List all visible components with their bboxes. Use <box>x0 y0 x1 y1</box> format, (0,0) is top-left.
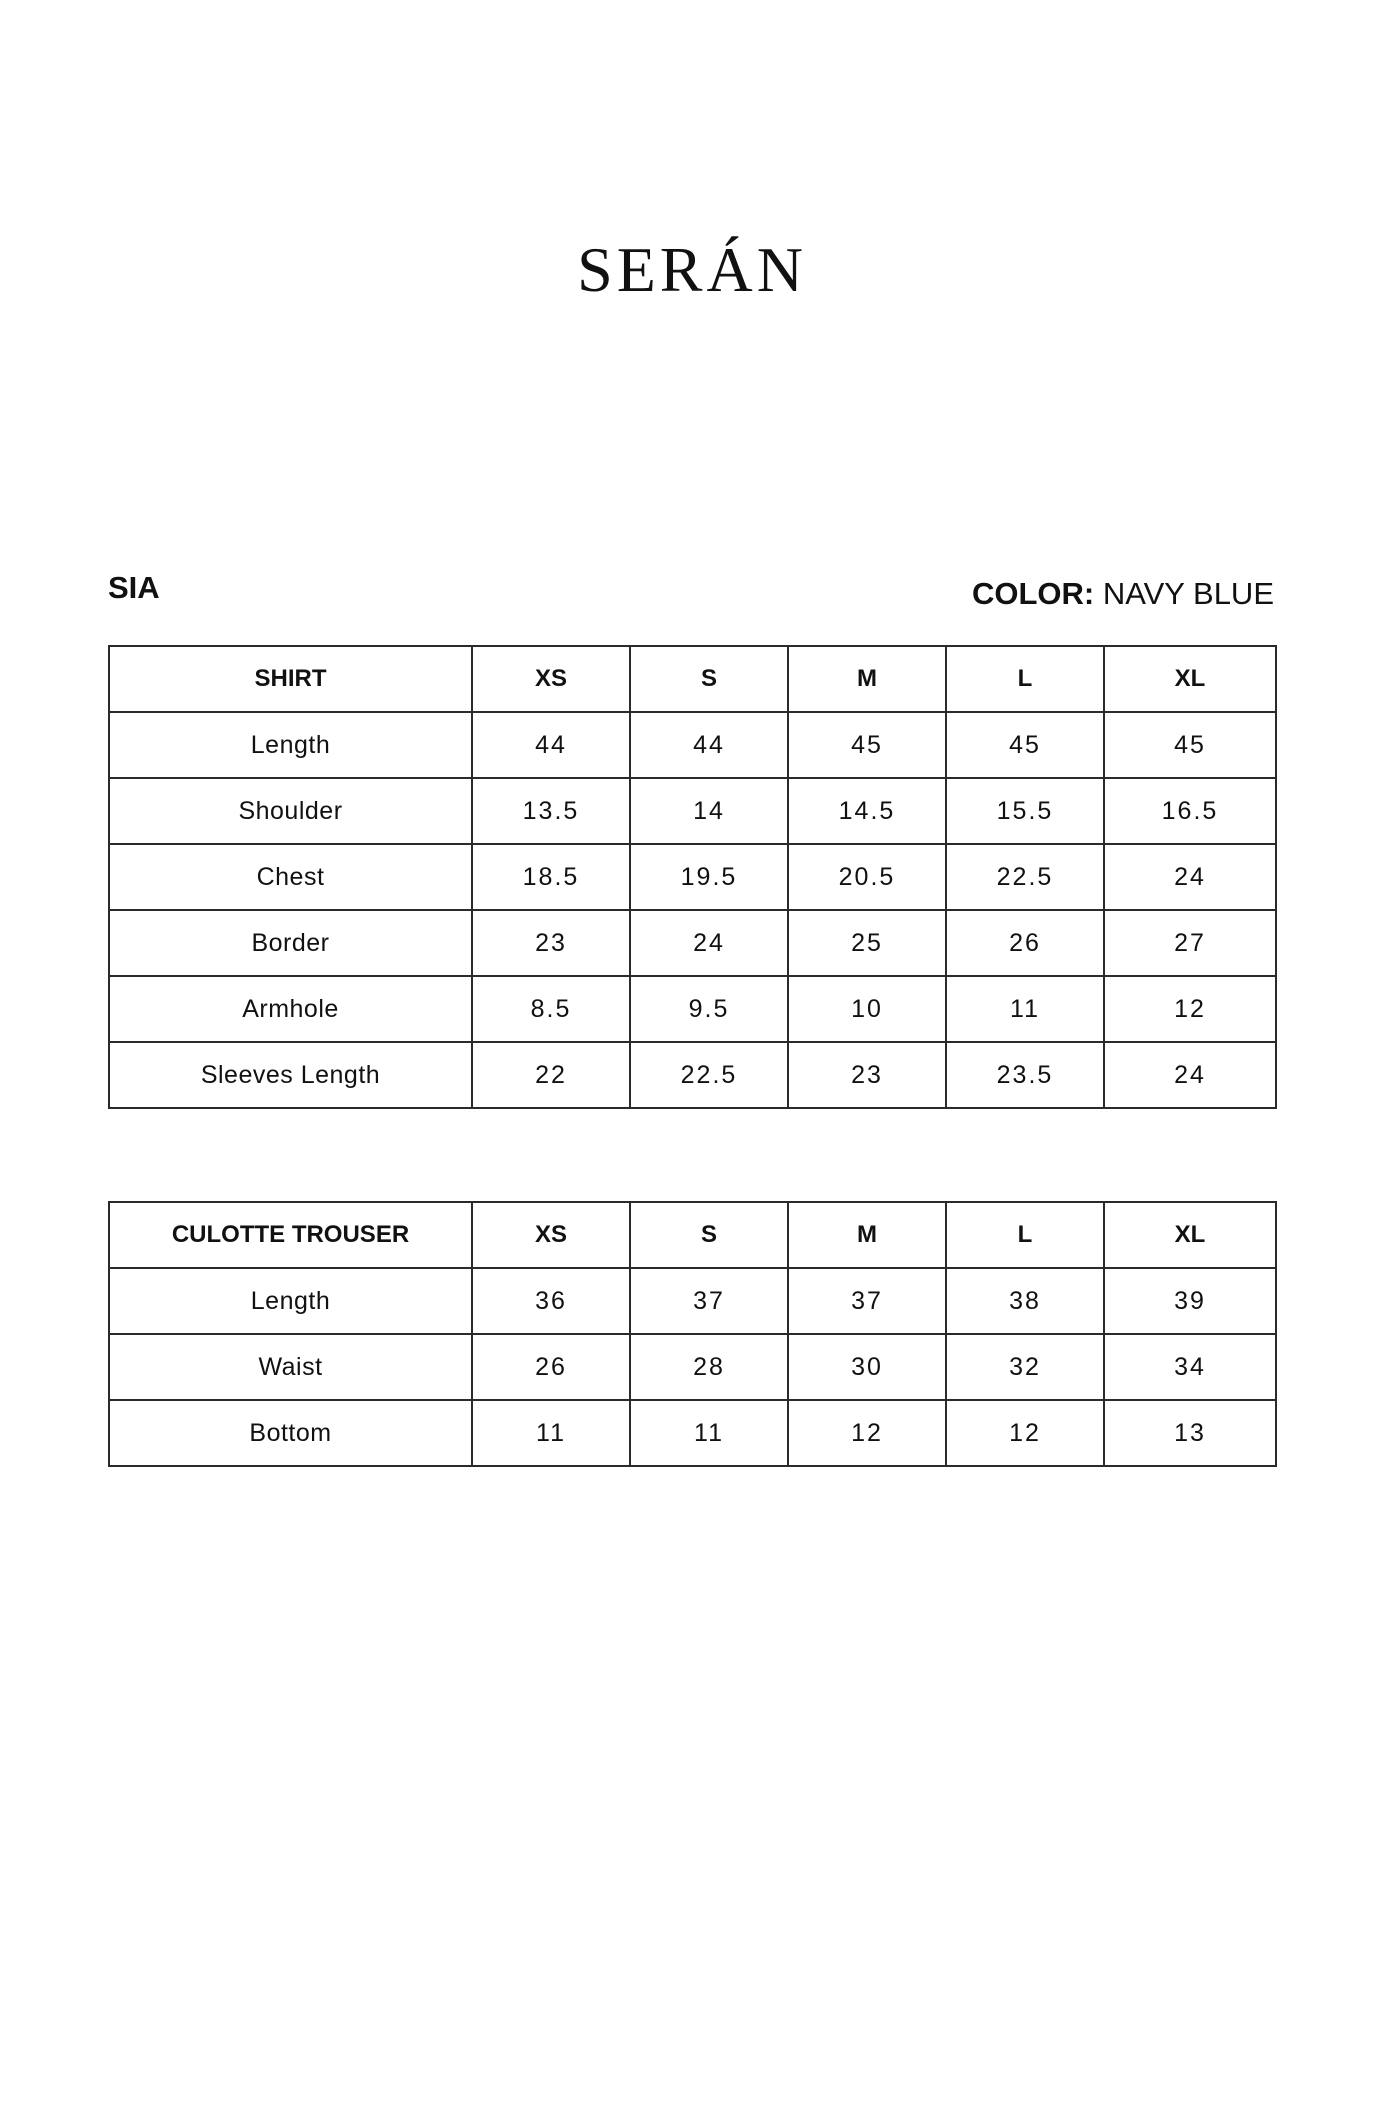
header-garment: CULOTTE TROUSER <box>109 1202 472 1268</box>
color-info <box>972 578 1274 609</box>
cell-value: 12 <box>946 1400 1104 1466</box>
cell-value: 24 <box>630 910 788 976</box>
cell-value: 15.5 <box>946 778 1104 844</box>
cell-value: 45 <box>1104 712 1276 778</box>
cell-value: 28 <box>630 1334 788 1400</box>
cell-value: 11 <box>946 976 1104 1042</box>
row-label: Waist <box>109 1334 472 1400</box>
row-label: Chest <box>109 844 472 910</box>
cell-value: 44 <box>472 712 630 778</box>
cell-value: 36 <box>472 1268 630 1334</box>
header-size-m: M <box>788 1202 946 1268</box>
row-label: Sleeves Length <box>109 1042 472 1108</box>
table-row <box>109 844 1276 910</box>
cell-value: 25 <box>788 910 946 976</box>
row-label: Length <box>109 712 472 778</box>
cell-value: 26 <box>946 910 1104 976</box>
shirt-size-table <box>108 645 1277 1109</box>
cell-value: 11 <box>472 1400 630 1466</box>
header-size-xs: XS <box>472 646 630 712</box>
cell-value: 16.5 <box>1104 778 1276 844</box>
header-garment: SHIRT <box>109 646 472 712</box>
cell-value: 20.5 <box>788 844 946 910</box>
header-size-m: M <box>788 646 946 712</box>
table-row <box>109 1400 1276 1466</box>
cell-value: 38 <box>946 1268 1104 1334</box>
product-name: SIA <box>108 570 160 605</box>
cell-value: 23 <box>788 1042 946 1108</box>
cell-value: 37 <box>630 1268 788 1334</box>
header-size-s: S <box>630 646 788 712</box>
cell-value: 14.5 <box>788 778 946 844</box>
cell-value: 32 <box>946 1334 1104 1400</box>
cell-value: 23.5 <box>946 1042 1104 1108</box>
cell-value: 45 <box>788 712 946 778</box>
cell-value: 23 <box>472 910 630 976</box>
cell-value: 27 <box>1104 910 1276 976</box>
table-row <box>109 778 1276 844</box>
cell-value: 22 <box>472 1042 630 1108</box>
cell-value: 37 <box>788 1268 946 1334</box>
cell-value: 13.5 <box>472 778 630 844</box>
cell-value: 13 <box>1104 1400 1276 1466</box>
cell-value: 24 <box>1104 1042 1276 1108</box>
color-label: COLOR: <box>971 576 1095 611</box>
trouser-size-table <box>108 1201 1277 1467</box>
cell-value: 19.5 <box>630 844 788 910</box>
table-row <box>109 1334 1276 1400</box>
header-size-xl: XL <box>1104 646 1276 712</box>
cell-value: 14 <box>630 778 788 844</box>
cell-value: 12 <box>788 1400 946 1466</box>
header-size-xl: XL <box>1104 1202 1276 1268</box>
table-row <box>109 976 1276 1042</box>
cell-value: 34 <box>1104 1334 1276 1400</box>
header-size-s: S <box>630 1202 788 1268</box>
row-label: Shoulder <box>109 778 472 844</box>
cell-value: 45 <box>946 712 1104 778</box>
cell-value: 30 <box>788 1334 946 1400</box>
header-size-xs: XS <box>472 1202 630 1268</box>
cell-value: 9.5 <box>630 976 788 1042</box>
cell-value: 39 <box>1104 1268 1276 1334</box>
cell-value: 8.5 <box>472 976 630 1042</box>
table-header-row <box>109 646 1276 712</box>
header-size-l: L <box>946 1202 1104 1268</box>
color-value: NAVY BLUE <box>1102 576 1274 611</box>
table-header-row <box>109 1202 1276 1268</box>
cell-value: 18.5 <box>472 844 630 910</box>
cell-value: 26 <box>472 1334 630 1400</box>
row-label: Border <box>109 910 472 976</box>
cell-value: 10 <box>788 976 946 1042</box>
header-size-l: L <box>946 646 1104 712</box>
table-row <box>109 1042 1276 1108</box>
brand-logo: SERÁN <box>577 234 807 305</box>
cell-value: 12 <box>1104 976 1276 1042</box>
cell-value: 22.5 <box>630 1042 788 1108</box>
table-row <box>109 1268 1276 1334</box>
cell-value: 24 <box>1104 844 1276 910</box>
row-label: Armhole <box>109 976 472 1042</box>
cell-value: 22.5 <box>946 844 1104 910</box>
table-row <box>109 910 1276 976</box>
row-label: Bottom <box>109 1400 472 1466</box>
table-row <box>109 712 1276 778</box>
row-label: Length <box>109 1268 472 1334</box>
cell-value: 11 <box>630 1400 788 1466</box>
cell-value: 44 <box>630 712 788 778</box>
